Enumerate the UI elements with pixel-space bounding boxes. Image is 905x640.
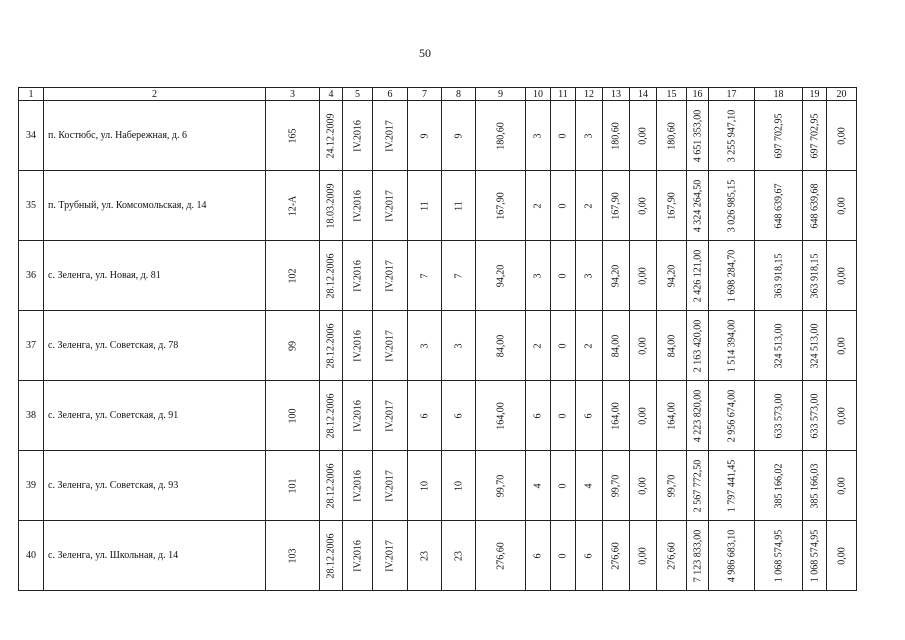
cell-col-20 (827, 451, 857, 521)
cell-col-7 (408, 171, 442, 241)
column-header-3: 3 (266, 88, 320, 101)
cell-value: IV.2017 (384, 189, 396, 222)
cell-col-10 (526, 241, 551, 311)
cell-value: 4 324 264,50 (692, 179, 703, 232)
column-header-1: 1 (19, 88, 44, 101)
cell-col-6 (373, 381, 408, 451)
cell-col-5 (343, 381, 373, 451)
cell-value: 363 918,15 (773, 253, 784, 298)
cell-value: 164,00 (495, 401, 506, 430)
column-header-18: 18 (755, 88, 803, 101)
cell-value: IV.2017 (384, 539, 396, 572)
cell-col-12 (576, 521, 603, 591)
cell-col-18 (755, 451, 803, 521)
cell-value: 1 698 284,70 (726, 249, 737, 302)
cell-col-2: с. Зеленга, ул. Советская, д. 93 (44, 451, 266, 521)
cell-value: IV.2017 (384, 399, 396, 432)
cell-value: 0,00 (836, 196, 847, 215)
cell-col-18 (755, 241, 803, 311)
cell-col-5 (343, 171, 373, 241)
cell-col-13 (603, 311, 630, 381)
cell-value: 1 068 574,95 (809, 529, 820, 582)
cell-col-10 (526, 451, 551, 521)
cell-col-9 (476, 521, 526, 591)
cell-value: 94,20 (666, 264, 677, 287)
cell-value: 102 (287, 268, 298, 283)
cell-col-7 (408, 241, 442, 311)
cell-value: 0 (557, 343, 569, 348)
cell-col-16 (687, 521, 709, 591)
column-header-6: 6 (373, 88, 408, 101)
cell-col-11 (551, 451, 576, 521)
cell-col-3 (266, 381, 320, 451)
cell-value: 2 (532, 203, 544, 208)
cell-col-1: 34 (19, 101, 44, 171)
column-number-header (19, 88, 857, 101)
cell-col-9 (476, 381, 526, 451)
cell-value: 23 (453, 550, 464, 561)
cell-col-15 (657, 381, 687, 451)
cell-col-17 (709, 171, 755, 241)
cell-col-16 (687, 101, 709, 171)
cell-value: 167,90 (666, 191, 677, 220)
column-header-15: 15 (657, 88, 687, 101)
cell-col-13 (603, 381, 630, 451)
cell-value: IV.2017 (384, 329, 396, 362)
cell-value: 648 639,67 (773, 183, 784, 228)
cell-value: 0,00 (836, 336, 847, 355)
cell-value: 103 (287, 548, 298, 563)
cell-col-3 (266, 171, 320, 241)
cell-col-8 (442, 101, 476, 171)
cell-value: 276,60 (495, 541, 506, 570)
cell-value: 164,00 (666, 401, 677, 430)
cell-value: 6 (532, 553, 544, 558)
cell-value: 0,00 (637, 406, 649, 425)
cell-col-19 (803, 451, 827, 521)
cell-value: 28.12.2006 (325, 253, 337, 298)
cell-col-4 (320, 171, 343, 241)
cell-col-3 (266, 451, 320, 521)
cell-value: 18.03.2009 (325, 183, 337, 228)
cell-value: 0,00 (836, 546, 847, 565)
cell-col-6 (373, 241, 408, 311)
table-row (19, 101, 857, 171)
cell-value: 1 797 441,45 (726, 459, 737, 512)
cell-col-1: 35 (19, 171, 44, 241)
column-header-12: 12 (576, 88, 603, 101)
cell-col-6 (373, 101, 408, 171)
column-header-4: 4 (320, 88, 343, 101)
cell-value: 633 573,00 (809, 393, 820, 438)
cell-col-5 (343, 451, 373, 521)
cell-value: 3 (532, 273, 544, 278)
cell-col-1: 39 (19, 451, 44, 521)
cell-value: 0,00 (637, 196, 649, 215)
cell-col-16 (687, 381, 709, 451)
column-header-7: 7 (408, 88, 442, 101)
cell-value: 2 (532, 343, 544, 348)
cell-col-15 (657, 241, 687, 311)
cell-value: 0,00 (637, 126, 649, 145)
cell-col-20 (827, 311, 857, 381)
cell-col-16 (687, 171, 709, 241)
cell-col-10 (526, 101, 551, 171)
cell-value: 10 (453, 480, 464, 491)
cell-value: 23 (419, 550, 430, 561)
cell-value: 84,00 (495, 334, 506, 357)
table-body (19, 88, 857, 591)
cell-col-4 (320, 241, 343, 311)
cell-value: 28.12.2006 (325, 533, 337, 578)
cell-col-5 (343, 101, 373, 171)
cell-col-12 (576, 381, 603, 451)
cell-col-15 (657, 171, 687, 241)
cell-value: 324 513,00 (773, 323, 784, 368)
cell-value: 0,00 (637, 546, 649, 565)
cell-value: 2 163 420,00 (692, 319, 703, 372)
column-header-5: 5 (343, 88, 373, 101)
cell-value: 4 (583, 483, 595, 488)
cell-col-2: с. Зеленга, ул. Советская, д. 78 (44, 311, 266, 381)
cell-col-12 (576, 171, 603, 241)
cell-value: 6 (532, 413, 544, 418)
cell-col-16 (687, 241, 709, 311)
table-row (19, 241, 857, 311)
cell-col-11 (551, 311, 576, 381)
cell-value: 3 (532, 133, 544, 138)
cell-value: 3 (453, 343, 464, 348)
cell-col-2: п. Трубный, ул. Комсомольская, д. 14 (44, 171, 266, 241)
table-row (19, 381, 857, 451)
cell-col-19 (803, 241, 827, 311)
cell-col-9 (476, 101, 526, 171)
table-row (19, 451, 857, 521)
cell-col-4 (320, 451, 343, 521)
cell-col-20 (827, 241, 857, 311)
cell-value: IV.2016 (352, 259, 363, 292)
cell-value: 11 (419, 200, 430, 211)
cell-value: 0 (557, 553, 569, 558)
cell-col-20 (827, 521, 857, 591)
cell-value: 648 639,68 (809, 183, 820, 228)
cell-col-19 (803, 171, 827, 241)
cell-value: 101 (287, 478, 298, 493)
cell-value: 99,70 (666, 474, 677, 497)
cell-col-2: с. Зеленга, ул. Новая, д. 81 (44, 241, 266, 311)
cell-value: 99 (287, 340, 298, 351)
cell-value: 0 (557, 483, 569, 488)
cell-value: 3 (583, 133, 595, 138)
cell-value: 9 (453, 133, 464, 138)
cell-col-14 (630, 311, 657, 381)
cell-col-6 (373, 451, 408, 521)
cell-value: 6 (583, 553, 595, 558)
cell-col-19 (803, 311, 827, 381)
cell-value: 167,90 (610, 191, 622, 220)
cell-col-6 (373, 521, 408, 591)
cell-value: 0,00 (836, 126, 847, 145)
cell-value: 94,20 (495, 264, 506, 287)
cell-value: 7 123 833,00 (692, 529, 703, 582)
cell-value: 4 223 820,00 (692, 389, 703, 442)
cell-value: 6 (419, 413, 430, 418)
cell-value: 0,00 (836, 406, 847, 425)
column-header-8: 8 (442, 88, 476, 101)
cell-col-9 (476, 241, 526, 311)
cell-col-10 (526, 381, 551, 451)
cell-col-3 (266, 521, 320, 591)
cell-col-14 (630, 241, 657, 311)
cell-value: 2 567 772,50 (692, 459, 703, 512)
cell-col-11 (551, 381, 576, 451)
column-header-2: 2 (44, 88, 266, 101)
cell-col-12 (576, 451, 603, 521)
cell-col-7 (408, 451, 442, 521)
cell-value: 6 (583, 413, 595, 418)
cell-value: IV.2016 (352, 539, 363, 572)
cell-col-2: с. Зеленга, ул. Школьная, д. 14 (44, 521, 266, 591)
cell-value: 0,00 (637, 476, 649, 495)
cell-value: 2 956 674,00 (726, 389, 737, 442)
cell-value: 2 426 121,00 (692, 249, 703, 302)
table-row (19, 171, 857, 241)
cell-col-1: 40 (19, 521, 44, 591)
cell-col-8 (442, 451, 476, 521)
page-number: 50 (419, 46, 431, 60)
cell-col-12 (576, 101, 603, 171)
cell-col-9 (476, 171, 526, 241)
cell-col-18 (755, 311, 803, 381)
cell-value: 99,70 (610, 474, 622, 497)
cell-col-17 (709, 451, 755, 521)
cell-col-19 (803, 101, 827, 171)
cell-value: 100 (287, 408, 298, 423)
cell-value: 28.12.2006 (325, 323, 337, 368)
cell-col-1: 38 (19, 381, 44, 451)
cell-col-1: 37 (19, 311, 44, 381)
cell-col-7 (408, 101, 442, 171)
cell-value: 2 (583, 343, 595, 348)
cell-value: 697 702,95 (809, 113, 820, 158)
cell-col-16 (687, 451, 709, 521)
cell-col-13 (603, 241, 630, 311)
cell-value: 9 (419, 133, 430, 138)
cell-value: 84,00 (666, 334, 677, 357)
cell-value: 633 573,00 (773, 393, 784, 438)
cell-col-13 (603, 451, 630, 521)
cell-value: 3 026 985,15 (726, 179, 737, 232)
cell-col-11 (551, 101, 576, 171)
cell-value: 363 918,15 (809, 253, 820, 298)
cell-value: 0 (557, 273, 569, 278)
cell-value: IV.2016 (352, 469, 363, 502)
cell-value: 0,00 (836, 266, 847, 285)
column-header-19: 19 (803, 88, 827, 101)
cell-col-17 (709, 311, 755, 381)
cell-col-8 (442, 381, 476, 451)
cell-col-19 (803, 521, 827, 591)
cell-col-11 (551, 241, 576, 311)
cell-col-8 (442, 241, 476, 311)
cell-col-11 (551, 171, 576, 241)
cell-value: 28.12.2006 (325, 393, 337, 438)
cell-value: IV.2017 (384, 259, 396, 292)
cell-col-18 (755, 381, 803, 451)
cell-col-17 (709, 381, 755, 451)
cell-value: 180,60 (666, 121, 677, 150)
cell-value: 3 255 947,10 (726, 109, 737, 162)
cell-col-20 (827, 171, 857, 241)
cell-value: 11 (453, 200, 464, 211)
cell-col-16 (687, 311, 709, 381)
cell-col-11 (551, 521, 576, 591)
cell-value: IV.2017 (384, 119, 396, 152)
cell-value: 276,60 (666, 541, 677, 570)
cell-value: 12-А (287, 195, 298, 216)
cell-value: 164,00 (610, 401, 622, 430)
cell-col-17 (709, 521, 755, 591)
cell-col-3 (266, 101, 320, 171)
cell-col-13 (603, 101, 630, 171)
cell-col-4 (320, 521, 343, 591)
cell-value: IV.2016 (352, 119, 363, 152)
cell-value: 28.12.2006 (325, 463, 337, 508)
cell-value: 385 166,03 (809, 463, 820, 508)
cell-col-10 (526, 311, 551, 381)
cell-col-18 (755, 521, 803, 591)
column-header-11: 11 (551, 88, 576, 101)
cell-col-20 (827, 101, 857, 171)
cell-col-8 (442, 311, 476, 381)
cell-col-7 (408, 521, 442, 591)
cell-col-5 (343, 521, 373, 591)
cell-col-19 (803, 381, 827, 451)
cell-col-6 (373, 171, 408, 241)
cell-value: 84,00 (610, 334, 622, 357)
cell-col-3 (266, 241, 320, 311)
cell-value: 1 514 394,00 (726, 319, 737, 372)
cell-value: 6 (453, 413, 464, 418)
column-header-14: 14 (630, 88, 657, 101)
table-row (19, 311, 857, 381)
cell-value: 94,20 (610, 264, 622, 287)
cell-col-15 (657, 311, 687, 381)
cell-value: 7 (453, 273, 464, 278)
cell-value: 7 (419, 273, 430, 278)
cell-col-14 (630, 171, 657, 241)
cell-value: 167,90 (495, 191, 506, 220)
cell-col-5 (343, 241, 373, 311)
column-header-20: 20 (827, 88, 857, 101)
cell-col-8 (442, 521, 476, 591)
cell-value: 0 (557, 133, 569, 138)
cell-col-3 (266, 311, 320, 381)
cell-col-15 (657, 451, 687, 521)
column-header-17: 17 (709, 88, 755, 101)
cell-value: 324 513,00 (809, 323, 820, 368)
cell-col-1: 36 (19, 241, 44, 311)
cell-value: 4 651 353,00 (692, 109, 703, 162)
cell-col-8 (442, 171, 476, 241)
cell-col-18 (755, 101, 803, 171)
cell-value: 0 (557, 203, 569, 208)
cell-col-14 (630, 451, 657, 521)
column-header-16: 16 (687, 88, 709, 101)
cell-value: 0,00 (637, 336, 649, 355)
cell-value: 3 (419, 343, 430, 348)
cell-value: 385 166,02 (773, 463, 784, 508)
cell-value: 276,60 (610, 541, 622, 570)
column-header-13: 13 (603, 88, 630, 101)
cell-value: IV.2016 (352, 189, 363, 222)
cell-value: 0,00 (836, 476, 847, 495)
cell-col-17 (709, 241, 755, 311)
table-row (19, 521, 857, 591)
cell-value: 4 (532, 483, 544, 488)
cell-col-14 (630, 101, 657, 171)
cell-col-2: с. Зеленга, ул. Советская, д. 91 (44, 381, 266, 451)
cell-col-13 (603, 521, 630, 591)
column-header-10: 10 (526, 88, 551, 101)
cell-value: IV.2016 (352, 399, 363, 432)
cell-col-4 (320, 101, 343, 171)
cell-value: 697 702,95 (773, 113, 784, 158)
cell-col-12 (576, 241, 603, 311)
cell-value: 2 (583, 203, 595, 208)
cell-col-14 (630, 521, 657, 591)
housing-data-table (18, 87, 857, 591)
cell-value: 3 (583, 273, 595, 278)
cell-col-14 (630, 381, 657, 451)
cell-col-15 (657, 521, 687, 591)
cell-col-6 (373, 311, 408, 381)
cell-value: 165 (287, 128, 298, 143)
cell-value: 10 (419, 480, 430, 491)
cell-value: 0,00 (637, 266, 649, 285)
cell-col-20 (827, 381, 857, 451)
cell-col-12 (576, 311, 603, 381)
cell-col-4 (320, 311, 343, 381)
cell-value: 1 068 574,95 (773, 529, 784, 582)
cell-col-2: п. Костюбс, ул. Набережная, д. 6 (44, 101, 266, 171)
column-header-9: 9 (476, 88, 526, 101)
cell-col-5 (343, 311, 373, 381)
cell-col-10 (526, 171, 551, 241)
cell-value: 180,60 (495, 121, 506, 150)
cell-col-18 (755, 171, 803, 241)
cell-col-4 (320, 381, 343, 451)
cell-value: 24.12.2009 (325, 113, 337, 158)
cell-col-7 (408, 381, 442, 451)
cell-col-10 (526, 521, 551, 591)
cell-value: 180,60 (610, 121, 622, 150)
cell-col-15 (657, 101, 687, 171)
cell-value: 99,70 (495, 474, 506, 497)
cell-value: 4 986 683,10 (726, 529, 737, 582)
cell-col-13 (603, 171, 630, 241)
cell-value: IV.2016 (352, 329, 363, 362)
cell-col-9 (476, 451, 526, 521)
cell-col-17 (709, 101, 755, 171)
cell-value: IV.2017 (384, 469, 396, 502)
cell-value: 0 (557, 413, 569, 418)
cell-col-9 (476, 311, 526, 381)
cell-col-7 (408, 311, 442, 381)
